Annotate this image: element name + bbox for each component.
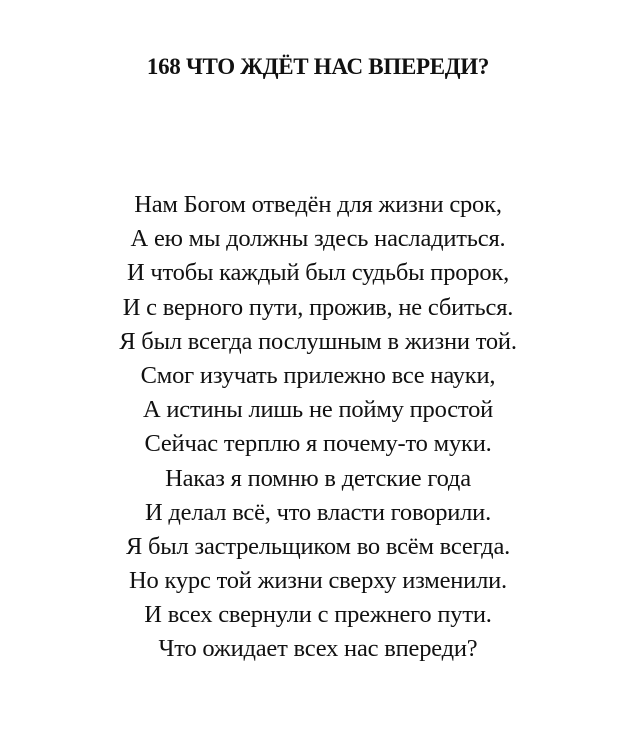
poem-line: И чтобы каждый был судьбы пророк, [126,259,510,287]
poem-title: 168 ЧТО ЖДЁТ НАС ВПЕРЕДИ? [146,54,490,79]
poem-line: Наказ я помню в детские года [165,464,471,492]
poem-body [0,188,636,667]
poem-line: А истины лишь не пойму простой [142,396,494,424]
poem-line: Я был всегда послушным в жизни той. [119,327,517,355]
poem-line: Но курс той жизни сверху изменили. [129,567,507,595]
poem-line: Я был застрельщиком во всём всегда. [125,532,511,560]
poem-line: Сейчас терплю я почему-то муки. [144,430,492,458]
poem-line: И всех свернули с прежнего пути. [144,601,492,629]
poem-line: Нам Богом отведён для жизни срок, [134,191,502,218]
poem-line: Смог изучать прилежно все науки, [140,361,496,389]
poem-line: А ею мы должны здесь насладиться. [130,225,506,253]
poem-line: И с верного пути, прожив, не сбиться. [122,293,514,321]
poem-line: Что ожидает всех нас впереди? [158,635,478,663]
poem-line: И делал всё, что власти говорили. [144,498,492,526]
